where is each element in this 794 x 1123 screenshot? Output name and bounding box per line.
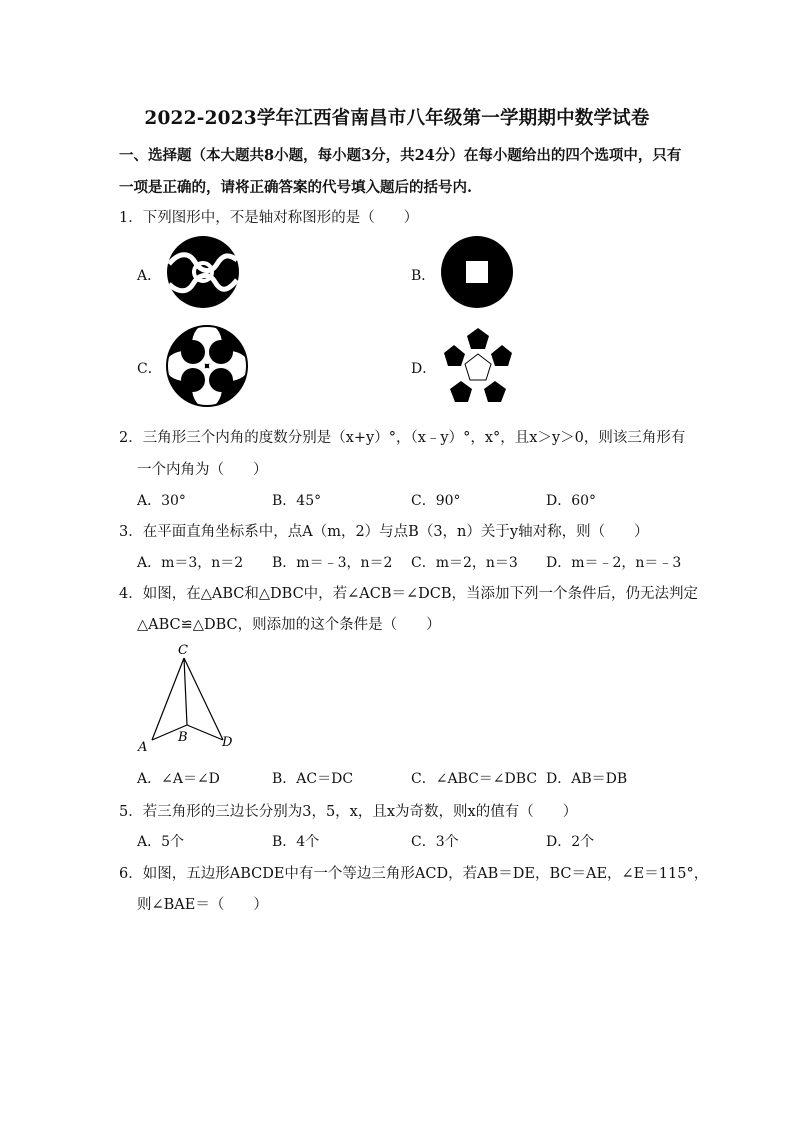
- label-d: D: [222, 735, 233, 750]
- q6-stem-line1: 6．如图，五边形ABCDE中有一个等边三角形ACD，若AB＝DE，BC＝AE，∠E＝115°，: [119, 866, 709, 882]
- q3-stem: 3．在平面直角坐标系中，点A（m，2）与点B（3，n）关于y轴对称，则（ ）: [119, 524, 649, 540]
- q5-option-b: B．4个: [272, 834, 320, 850]
- q5-option-c: C．3个: [411, 834, 459, 850]
- label-c: C: [178, 643, 188, 658]
- q4-option-c: C．∠ABC＝∠DBC: [411, 771, 538, 787]
- q2-stem-line1: 2．三角形三个内角的度数分别是（x+y）°，（x﹣y）°，x°，且x＞y＞0，则该三角形有: [119, 430, 686, 446]
- q6-stem-line2: 则∠BAE＝（ ）: [137, 897, 268, 913]
- q4-option-d: D．AB＝DB: [546, 771, 628, 787]
- q2-option-b: B．45°: [272, 493, 322, 509]
- q5-option-a: A．5个: [137, 834, 185, 850]
- q4-stem-line2: △ABC≌△DBC，则添加的这个条件是（ ）: [137, 617, 441, 633]
- q1-figure-a-yin-yang-waves: [165, 234, 241, 310]
- q3-option-c: C．m＝2，n＝3: [411, 555, 518, 571]
- q2-option-d: D．60°: [546, 493, 597, 509]
- q2-option-a: A．30°: [137, 493, 186, 509]
- label-a: A: [138, 740, 148, 755]
- section-heading-line1: 一、选择题（本大题共8小题，每小题3分，共24分）在每小题给出的四个选项中，只有: [119, 147, 682, 164]
- q4-option-a: A．∠A＝∠D: [137, 771, 220, 787]
- q1-option-d-label: D．: [411, 361, 437, 377]
- section-heading-line2: 一项是正确的，请将正确答案的代号填入题后的括号内.: [119, 179, 473, 196]
- segment-cd: [184, 658, 223, 740]
- q1-option-c-label: C．: [137, 361, 162, 377]
- q1-option-b-label: B．: [411, 268, 436, 284]
- q4-triangle-figure: [130, 640, 240, 755]
- q3-option-a: A．m＝3，n＝2: [137, 555, 244, 571]
- q5-stem: 5．若三角形的三边长分别为3，5，x，且x为奇数，则x的值有（ ）: [119, 804, 578, 820]
- q3-option-b: B．m＝﹣3，n＝2: [272, 555, 393, 571]
- page-title: 2022-2023学年江西省南昌市八年级第一学期期中数学试卷: [144, 108, 650, 129]
- q1-figure-c-flower-circle: [165, 324, 249, 408]
- q1-option-a-label: A．: [137, 268, 162, 284]
- q4-stem-line1: 4．如图，在△ABC和△DBC中，若∠ACB＝∠DCB，当添加下列一个条件后，仍无法判定: [119, 586, 699, 602]
- q1-figure-d-pentagon-flower: [439, 326, 517, 406]
- q1-stem: 1．下列图形中，不是轴对称图形的是（ ）: [119, 210, 419, 226]
- segment-cb: [184, 658, 187, 725]
- q4-option-b: B．AC＝DC: [272, 771, 354, 787]
- q2-stem-line2: 一个内角为（ ）: [137, 462, 268, 478]
- q2-option-c: C．90°: [411, 493, 461, 509]
- q3-option-d: D．m＝﹣2，n＝﹣3: [546, 555, 682, 571]
- label-b: B: [178, 730, 188, 745]
- q5-option-d: D．2个: [546, 834, 595, 850]
- q1-figure-b-coin: [439, 234, 515, 310]
